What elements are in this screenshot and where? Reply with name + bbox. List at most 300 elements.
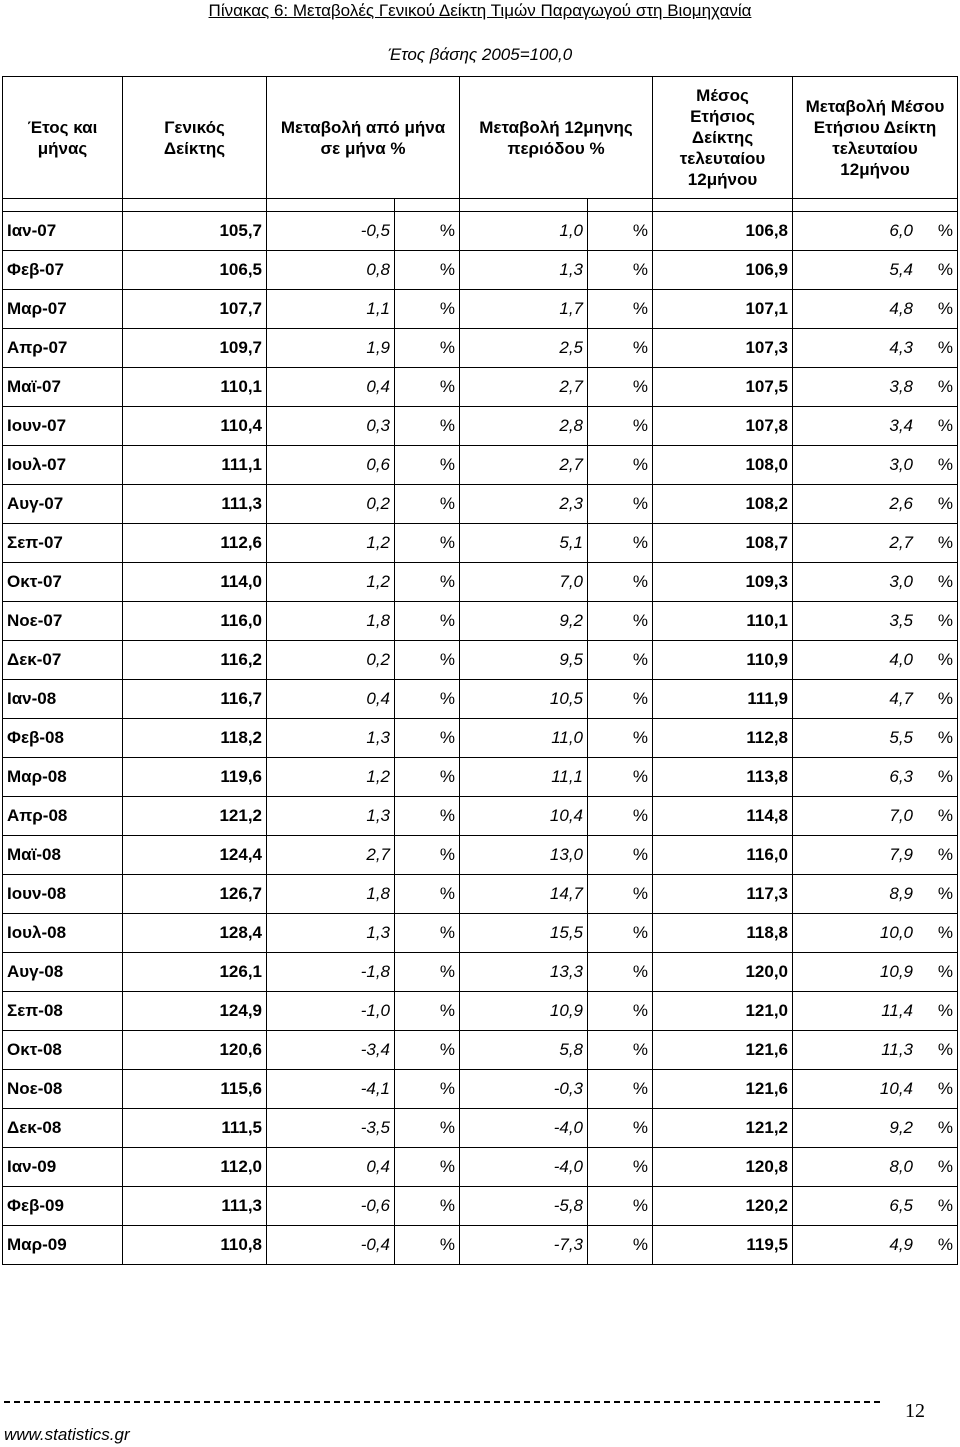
month-cell: Οκτ-07: [3, 563, 123, 602]
avg-index-cell: 107,3: [653, 329, 793, 368]
percent-sign: %: [588, 368, 653, 407]
table-row: [3, 719, 958, 758]
percent-sign: %: [588, 719, 653, 758]
avg-index-cell: 118,8: [653, 914, 793, 953]
percent-sign: %: [588, 290, 653, 329]
percent-sign: %: [937, 650, 954, 669]
avg-change-cell: [793, 1148, 958, 1187]
month-cell: Φεβ-07: [3, 251, 123, 290]
avg-change-cell: [793, 953, 958, 992]
avg-change-value: 10,9: [879, 962, 914, 981]
table-row: [3, 992, 958, 1031]
percent-sign: %: [588, 836, 653, 875]
percent-sign: %: [588, 563, 653, 602]
table-row: [3, 1187, 958, 1226]
avg-index-cell: 117,3: [653, 875, 793, 914]
mom-change-cell: 1,3: [267, 719, 395, 758]
percent-sign: %: [395, 875, 460, 914]
avg-index-cell: 114,8: [653, 797, 793, 836]
percent-sign: %: [395, 524, 460, 563]
yoy-change-cell: -0,3: [460, 1070, 588, 1109]
index-cell: 110,8: [123, 1226, 267, 1265]
yoy-change-cell: 13,3: [460, 953, 588, 992]
header-index-line: Γενικός: [164, 117, 225, 137]
index-cell: 110,4: [123, 407, 267, 446]
avg-change-cell: [793, 329, 958, 368]
month-cell: Μαρ-09: [3, 1226, 123, 1265]
avg-change-value: 3,0: [889, 572, 914, 591]
avg-change-cell: [793, 641, 958, 680]
avg-change-value: 8,9: [889, 884, 914, 903]
percent-sign: %: [588, 992, 653, 1031]
table-row: [3, 524, 958, 563]
month-cell: Φεβ-08: [3, 719, 123, 758]
table-row: [3, 407, 958, 446]
avg-index-cell: 110,9: [653, 641, 793, 680]
month-cell: Ιουν-07: [3, 407, 123, 446]
month-cell: Οκτ-08: [3, 1031, 123, 1070]
mom-change-cell: 0,4: [267, 680, 395, 719]
percent-sign: %: [588, 524, 653, 563]
mom-change-cell: 1,3: [267, 914, 395, 953]
table-row: [3, 641, 958, 680]
percent-sign: %: [588, 212, 653, 251]
avg-change-cell: [793, 368, 958, 407]
avg-change-value: 3,0: [889, 455, 914, 474]
mom-change-cell: -1,0: [267, 992, 395, 1031]
percent-sign: %: [937, 1118, 954, 1137]
index-cell: 111,3: [123, 485, 267, 524]
percent-sign: %: [937, 1079, 954, 1098]
avg-index-cell: 106,9: [653, 251, 793, 290]
yoy-change-cell: -5,8: [460, 1187, 588, 1226]
percent-sign: %: [937, 611, 954, 630]
percent-sign: %: [588, 641, 653, 680]
percent-sign: %: [395, 212, 460, 251]
mom-change-cell: -0,6: [267, 1187, 395, 1226]
header-avg-line: τελευταίου: [679, 149, 766, 168]
percent-sign: %: [937, 767, 954, 786]
yoy-change-cell: -7,3: [460, 1226, 588, 1265]
percent-sign: %: [937, 728, 954, 747]
yoy-change-cell: 5,1: [460, 524, 588, 563]
yoy-change-cell: 7,0: [460, 563, 588, 602]
index-cell: 128,4: [123, 914, 267, 953]
percent-sign: %: [588, 485, 653, 524]
avg-index-cell: 107,1: [653, 290, 793, 329]
table-row: [3, 602, 958, 641]
avg-change-cell: [793, 485, 958, 524]
yoy-change-cell: 11,0: [460, 719, 588, 758]
header-mom: [267, 77, 460, 199]
avg-change-cell: [793, 212, 958, 251]
avg-index-cell: 121,6: [653, 1070, 793, 1109]
percent-sign: %: [937, 416, 954, 435]
table-row: [3, 563, 958, 602]
header-avg-line: Ετήσιος: [690, 107, 755, 126]
month-cell: Φεβ-09: [3, 1187, 123, 1226]
percent-sign: %: [395, 914, 460, 953]
yoy-change-cell: 13,0: [460, 836, 588, 875]
month-cell: Ιαν-08: [3, 680, 123, 719]
yoy-change-cell: -4,0: [460, 1148, 588, 1187]
index-cell: 124,4: [123, 836, 267, 875]
percent-sign: %: [395, 1109, 460, 1148]
ppi-table-wrapper: [2, 76, 958, 1265]
avg-index-cell: 108,7: [653, 524, 793, 563]
avg-change-value: 4,8: [889, 299, 914, 318]
yoy-change-cell: 5,8: [460, 1031, 588, 1070]
avg-change-cell: [793, 758, 958, 797]
yoy-change-cell: 2,7: [460, 368, 588, 407]
avg-change-value: 4,0: [889, 650, 914, 669]
percent-sign: %: [937, 572, 954, 591]
mom-change-cell: 1,2: [267, 524, 395, 563]
table-title: Πίνακας 6: Μεταβολές Γενικού Δείκτη Τιμών Παραγωγού στη Βιομηχανία: [208, 1, 752, 20]
avg-change-value: 7,0: [889, 806, 914, 825]
mom-change-cell: 0,4: [267, 1148, 395, 1187]
header-avg-change-line: Ετήσιου Δείκτη: [813, 117, 937, 137]
header-avg-line: 12μήνου: [687, 170, 758, 189]
index-cell: 114,0: [123, 563, 267, 602]
index-cell: 112,0: [123, 1148, 267, 1187]
avg-change-cell: [793, 524, 958, 563]
index-cell: 118,2: [123, 719, 267, 758]
mom-change-cell: -0,4: [267, 1226, 395, 1265]
avg-index-cell: 121,0: [653, 992, 793, 1031]
avg-index-cell: 111,9: [653, 680, 793, 719]
header-mom-line: σε μήνα %: [320, 138, 406, 158]
percent-sign: %: [395, 758, 460, 797]
percent-sign: %: [588, 758, 653, 797]
avg-index-cell: 119,5: [653, 1226, 793, 1265]
percent-sign: %: [937, 1196, 954, 1215]
percent-sign: %: [937, 455, 954, 474]
avg-change-value: 3,8: [889, 377, 914, 396]
header-index: [123, 77, 267, 199]
month-cell: Απρ-07: [3, 329, 123, 368]
avg-index-cell: 121,6: [653, 1031, 793, 1070]
percent-sign: %: [588, 1031, 653, 1070]
percent-sign: %: [588, 797, 653, 836]
avg-change-cell: [793, 563, 958, 602]
avg-index-cell: 121,2: [653, 1109, 793, 1148]
percent-sign: %: [937, 1001, 954, 1020]
avg-change-cell: [793, 875, 958, 914]
avg-change-value: 4,3: [889, 338, 914, 357]
month-cell: Αυγ-08: [3, 953, 123, 992]
mom-change-cell: 1,9: [267, 329, 395, 368]
percent-sign: %: [937, 221, 954, 240]
month-cell: Απρ-08: [3, 797, 123, 836]
avg-change-cell: [793, 446, 958, 485]
percent-sign: %: [395, 719, 460, 758]
index-cell: 116,0: [123, 602, 267, 641]
avg-index-cell: 120,2: [653, 1187, 793, 1226]
avg-change-cell: [793, 1187, 958, 1226]
index-cell: 105,7: [123, 212, 267, 251]
avg-change-cell: [793, 797, 958, 836]
table-row: [3, 875, 958, 914]
avg-change-cell: [793, 680, 958, 719]
table-row: [3, 1109, 958, 1148]
website-link[interactable]: www.statistics.gr: [4, 1425, 130, 1444]
percent-sign: %: [588, 1226, 653, 1265]
index-cell: 110,1: [123, 368, 267, 407]
percent-sign: %: [395, 602, 460, 641]
header-month: [3, 77, 123, 199]
index-cell: 111,1: [123, 446, 267, 485]
mom-change-cell: -1,8: [267, 953, 395, 992]
percent-sign: %: [395, 290, 460, 329]
percent-sign: %: [395, 1187, 460, 1226]
header-avg-line: Μέσος: [696, 86, 749, 105]
header-avg-change-line: 12μήνου: [840, 159, 910, 179]
header-yoy-line: Μεταβολή 12μηνης: [479, 117, 633, 137]
month-cell: Ιαν-09: [3, 1148, 123, 1187]
index-cell: 111,5: [123, 1109, 267, 1148]
month-cell: Νοε-08: [3, 1070, 123, 1109]
avg-change-value: 6,0: [889, 221, 914, 240]
avg-change-value: 11,4: [881, 1001, 914, 1020]
table-row: [3, 485, 958, 524]
table-row: [3, 1148, 958, 1187]
percent-sign: %: [588, 953, 653, 992]
yoy-change-cell: 10,9: [460, 992, 588, 1031]
percent-sign: %: [395, 446, 460, 485]
header-mom-line: Μεταβολή από μήνα: [280, 117, 446, 137]
footer-divider: [4, 1401, 880, 1403]
table-row: [3, 446, 958, 485]
yoy-change-cell: 1,3: [460, 251, 588, 290]
percent-sign: %: [588, 329, 653, 368]
header-yoy-line: περιόδου %: [507, 138, 605, 158]
index-cell: 115,6: [123, 1070, 267, 1109]
percent-sign: %: [937, 845, 954, 864]
percent-sign: %: [937, 260, 954, 279]
month-cell: Νοε-07: [3, 602, 123, 641]
avg-change-value: 10,0: [879, 923, 914, 942]
mom-change-cell: 0,3: [267, 407, 395, 446]
mom-change-cell: 1,2: [267, 758, 395, 797]
table-row: [3, 914, 958, 953]
percent-sign: %: [588, 1109, 653, 1148]
avg-index-cell: 112,8: [653, 719, 793, 758]
percent-sign: %: [937, 884, 954, 903]
percent-sign: %: [937, 338, 954, 357]
mom-change-cell: -3,5: [267, 1109, 395, 1148]
table-row: [3, 797, 958, 836]
mom-change-cell: 0,8: [267, 251, 395, 290]
table-row: [3, 368, 958, 407]
avg-change-cell: [793, 1070, 958, 1109]
avg-change-value: 11,3: [881, 1040, 914, 1059]
yoy-change-cell: 9,5: [460, 641, 588, 680]
index-cell: 116,2: [123, 641, 267, 680]
index-cell: 116,7: [123, 680, 267, 719]
avg-change-cell: [793, 407, 958, 446]
header-month-line: Έτος και: [27, 117, 98, 137]
percent-sign: %: [937, 923, 954, 942]
percent-sign: %: [588, 407, 653, 446]
avg-index-cell: 108,0: [653, 446, 793, 485]
yoy-change-cell: 10,5: [460, 680, 588, 719]
month-cell: Ιαν-07: [3, 212, 123, 251]
percent-sign: %: [395, 251, 460, 290]
table-row: [3, 290, 958, 329]
avg-change-cell: [793, 602, 958, 641]
header-avg-line: Δείκτης: [691, 128, 754, 147]
mom-change-cell: -0,5: [267, 212, 395, 251]
avg-change-value: 8,0: [889, 1157, 914, 1176]
percent-sign: %: [395, 680, 460, 719]
percent-sign: %: [395, 641, 460, 680]
table-row: [3, 680, 958, 719]
yoy-change-cell: 2,7: [460, 446, 588, 485]
avg-index-cell: 107,8: [653, 407, 793, 446]
percent-sign: %: [588, 1148, 653, 1187]
avg-change-value: 6,3: [889, 767, 914, 786]
avg-change-cell: [793, 992, 958, 1031]
month-cell: Μαϊ-07: [3, 368, 123, 407]
index-cell: 120,6: [123, 1031, 267, 1070]
percent-sign: %: [395, 953, 460, 992]
yoy-change-cell: 1,0: [460, 212, 588, 251]
percent-sign: %: [588, 875, 653, 914]
index-cell: 107,7: [123, 290, 267, 329]
mom-change-cell: 1,8: [267, 875, 395, 914]
avg-change-value: 9,2: [889, 1118, 914, 1137]
table-row: [3, 1070, 958, 1109]
avg-change-cell: [793, 1226, 958, 1265]
avg-change-value: 5,4: [889, 260, 914, 279]
page-number: 12: [905, 1400, 925, 1422]
percent-sign: %: [937, 1040, 954, 1059]
avg-index-cell: 120,8: [653, 1148, 793, 1187]
index-cell: 112,6: [123, 524, 267, 563]
avg-change-cell: [793, 251, 958, 290]
index-cell: 109,7: [123, 329, 267, 368]
avg-index-cell: 116,0: [653, 836, 793, 875]
yoy-change-cell: 2,5: [460, 329, 588, 368]
avg-change-value: 5,5: [889, 728, 914, 747]
header-spacer-row: [3, 199, 958, 212]
avg-change-value: 2,6: [889, 494, 914, 513]
percent-sign: %: [937, 299, 954, 318]
mom-change-cell: -3,4: [267, 1031, 395, 1070]
percent-sign: %: [937, 689, 954, 708]
mom-change-cell: 0,2: [267, 485, 395, 524]
yoy-change-cell: 10,4: [460, 797, 588, 836]
table-body: [3, 199, 958, 1265]
mom-change-cell: -4,1: [267, 1070, 395, 1109]
table-row: [3, 836, 958, 875]
yoy-change-cell: -4,0: [460, 1109, 588, 1148]
base-year-note: Έτος βάσης 2005=100,0: [387, 45, 573, 64]
header-index-line: Δείκτης: [163, 138, 226, 158]
avg-change-cell: [793, 290, 958, 329]
percent-sign: %: [395, 1148, 460, 1187]
avg-change-value: 4,9: [889, 1235, 914, 1254]
percent-sign: %: [937, 494, 954, 513]
mom-change-cell: 1,1: [267, 290, 395, 329]
month-cell: Ιουν-08: [3, 875, 123, 914]
avg-change-cell: [793, 914, 958, 953]
table-row: [3, 1031, 958, 1070]
avg-index-cell: 113,8: [653, 758, 793, 797]
yoy-change-cell: 1,7: [460, 290, 588, 329]
percent-sign: %: [395, 329, 460, 368]
header-avg-change-line: Μεταβολή Μέσου: [805, 96, 945, 116]
percent-sign: %: [395, 836, 460, 875]
percent-sign: %: [395, 563, 460, 602]
percent-sign: %: [937, 1235, 954, 1254]
mom-change-cell: 0,4: [267, 368, 395, 407]
month-cell: Δεκ-07: [3, 641, 123, 680]
header-avg: [653, 77, 793, 199]
percent-sign: %: [588, 602, 653, 641]
percent-sign: %: [395, 407, 460, 446]
yoy-change-cell: 2,8: [460, 407, 588, 446]
month-cell: Μαρ-07: [3, 290, 123, 329]
table-row: [3, 212, 958, 251]
percent-sign: %: [395, 485, 460, 524]
avg-change-value: 7,9: [889, 845, 914, 864]
avg-change-value: 3,4: [889, 416, 914, 435]
month-cell: Ιουλ-07: [3, 446, 123, 485]
avg-index-cell: 110,1: [653, 602, 793, 641]
avg-change-value: 3,5: [889, 611, 914, 630]
mom-change-cell: 1,2: [267, 563, 395, 602]
percent-sign: %: [588, 1187, 653, 1226]
mom-change-cell: 1,3: [267, 797, 395, 836]
month-cell: Δεκ-08: [3, 1109, 123, 1148]
month-cell: Μαρ-08: [3, 758, 123, 797]
table-row: [3, 953, 958, 992]
header-yoy: [460, 77, 653, 199]
avg-change-value: 10,4: [879, 1079, 914, 1098]
percent-sign: %: [937, 377, 954, 396]
avg-index-cell: 107,5: [653, 368, 793, 407]
avg-change-cell: [793, 1031, 958, 1070]
header-avg-change: [793, 77, 958, 199]
ppi-table: [2, 76, 958, 1265]
percent-sign: %: [588, 914, 653, 953]
avg-index-cell: 109,3: [653, 563, 793, 602]
percent-sign: %: [937, 1157, 954, 1176]
index-cell: 124,9: [123, 992, 267, 1031]
percent-sign: %: [588, 680, 653, 719]
table-row: [3, 251, 958, 290]
percent-sign: %: [395, 368, 460, 407]
index-cell: 126,7: [123, 875, 267, 914]
percent-sign: %: [395, 1226, 460, 1265]
avg-index-cell: 106,8: [653, 212, 793, 251]
yoy-change-cell: 2,3: [460, 485, 588, 524]
avg-change-cell: [793, 836, 958, 875]
index-cell: 106,5: [123, 251, 267, 290]
index-cell: 126,1: [123, 953, 267, 992]
yoy-change-cell: 11,1: [460, 758, 588, 797]
index-cell: 121,2: [123, 797, 267, 836]
percent-sign: %: [395, 992, 460, 1031]
avg-change-cell: [793, 1109, 958, 1148]
percent-sign: %: [588, 251, 653, 290]
table-row: [3, 1226, 958, 1265]
yoy-change-cell: 14,7: [460, 875, 588, 914]
yoy-change-cell: 9,2: [460, 602, 588, 641]
percent-sign: %: [395, 1031, 460, 1070]
